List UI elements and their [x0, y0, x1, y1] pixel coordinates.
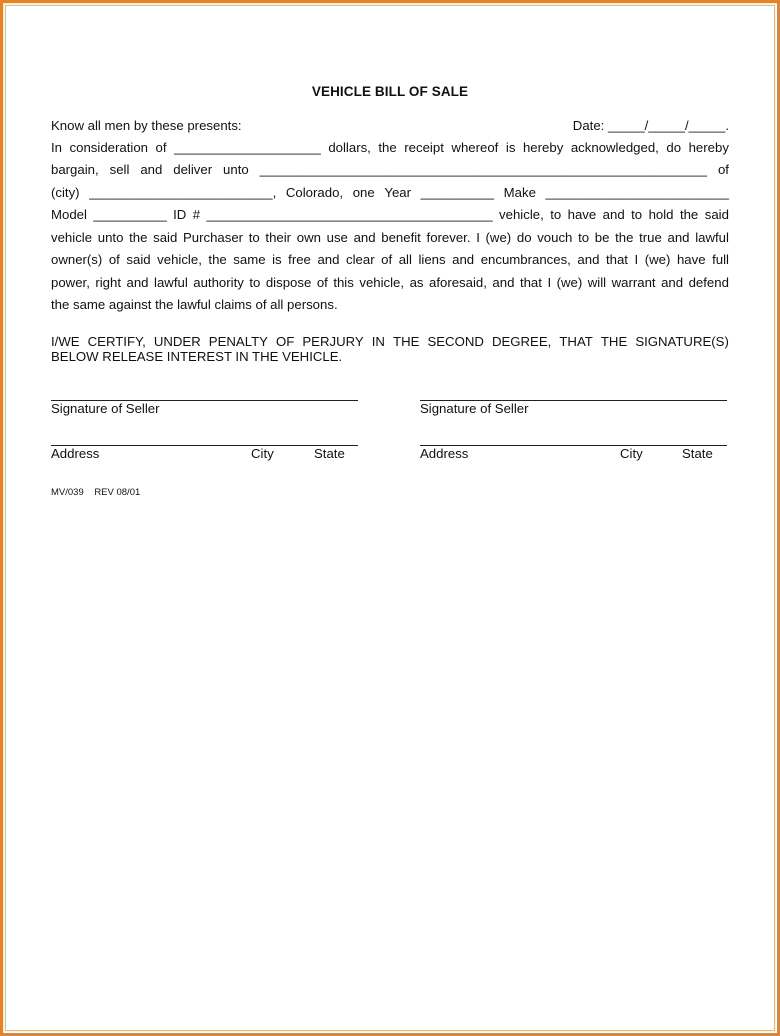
word: I	[547, 275, 552, 290]
word: said	[704, 207, 729, 222]
word: one	[352, 185, 375, 200]
word: OF	[275, 334, 295, 349]
word: SIGNATURE(S)	[635, 334, 729, 349]
word: hold	[648, 207, 674, 222]
date-field[interactable]: Date: _____/_____/_____.	[572, 118, 729, 133]
word[interactable]: _______________________________________	[206, 207, 493, 222]
word: authority	[193, 275, 244, 290]
form-revision: REV 08/01	[94, 487, 141, 498]
word: and	[452, 252, 475, 267]
line-owner	[51, 251, 729, 269]
word: THAT	[559, 334, 593, 349]
word: the	[378, 140, 397, 155]
word: SECOND	[427, 334, 484, 349]
word: and	[126, 275, 149, 290]
word: will	[587, 275, 607, 290]
word: use	[326, 230, 348, 245]
word: (we)	[556, 275, 583, 290]
line-city	[51, 184, 729, 202]
word: benefit	[381, 230, 421, 245]
word: Purchaser	[182, 230, 244, 245]
word: acknowledged,	[570, 140, 659, 155]
word: their	[265, 230, 292, 245]
form-number: MV/039	[51, 487, 84, 498]
word[interactable]: ____________________	[174, 140, 321, 155]
word: defend	[688, 275, 729, 290]
word: THE	[600, 334, 628, 349]
word: and	[492, 275, 515, 290]
word: own	[296, 230, 321, 245]
word: is	[272, 252, 282, 267]
word[interactable]: _________________________,	[89, 185, 277, 200]
word: forever.	[426, 230, 471, 245]
word: and	[577, 252, 600, 267]
word: do	[666, 140, 682, 155]
word: consideration	[69, 140, 148, 155]
word: to	[248, 230, 260, 245]
word: the	[679, 207, 699, 222]
word: owner(s)	[51, 252, 103, 267]
presents-text: Know all men by these presents:	[51, 118, 242, 133]
word: bargain,	[51, 162, 99, 177]
word: #	[192, 207, 201, 222]
word: all	[398, 252, 412, 267]
word: do	[516, 230, 532, 245]
word: CERTIFY,	[87, 334, 146, 349]
word: be	[594, 230, 610, 245]
word: UNDER	[153, 334, 201, 349]
word: to	[631, 207, 643, 222]
certify-line-2: BELOW RELEASE INTEREST IN THE VEHICLE.	[51, 349, 343, 364]
word: vouch	[537, 230, 573, 245]
word: that	[519, 275, 542, 290]
word[interactable]: __________	[93, 207, 167, 222]
certify-statement	[51, 334, 729, 364]
word: Colorado,	[285, 185, 344, 200]
address-label-right: Address	[420, 446, 469, 461]
word: (we)	[485, 230, 512, 245]
word[interactable]: _____________________________________________________________	[259, 162, 708, 177]
word: same	[233, 252, 266, 267]
word: and	[667, 230, 690, 245]
word: (city)	[51, 185, 80, 200]
word: as	[409, 275, 424, 290]
word: I	[634, 252, 639, 267]
line-model	[51, 206, 729, 224]
address-label-left: Address	[51, 446, 100, 461]
line-presents	[51, 117, 729, 135]
word: and	[317, 252, 340, 267]
word: of	[316, 275, 328, 290]
word: In	[51, 140, 62, 155]
word: THE	[393, 334, 420, 349]
word: whereof	[451, 140, 499, 155]
word: said	[153, 230, 178, 245]
word: dollars,	[328, 140, 371, 155]
word: of	[108, 252, 120, 267]
word: have	[567, 207, 597, 222]
word: the	[615, 230, 634, 245]
word: is	[505, 140, 516, 155]
word: have	[676, 252, 706, 267]
word[interactable]: __________	[420, 185, 495, 200]
line-power	[51, 274, 729, 292]
word: said	[126, 252, 151, 267]
word: and	[353, 230, 376, 245]
form-footer	[51, 487, 140, 498]
state-label-left: State	[314, 446, 345, 461]
word: aforesaid,	[429, 275, 487, 290]
word: that	[605, 252, 628, 267]
word: and	[140, 162, 163, 177]
word: right	[95, 275, 122, 290]
word: vehicle,	[499, 207, 544, 222]
word: of	[155, 140, 167, 155]
word: IN	[371, 334, 385, 349]
word: warrant	[611, 275, 656, 290]
word: to	[249, 275, 261, 290]
word: lawful	[695, 230, 729, 245]
word: hereby	[688, 140, 729, 155]
word: true	[639, 230, 662, 245]
word: unto	[97, 230, 124, 245]
word: Make	[503, 185, 536, 200]
word[interactable]: _________________________	[545, 185, 729, 200]
seller-signature-label-right: Signature of Seller	[420, 401, 529, 416]
word: of	[717, 162, 729, 177]
word: ID	[173, 207, 187, 222]
word: DEGREE,	[491, 334, 552, 349]
word: and	[602, 207, 625, 222]
word: lawful	[154, 275, 188, 290]
word: liens	[418, 252, 446, 267]
word: clear	[346, 252, 375, 267]
certify-line-1	[51, 334, 729, 349]
word: Year	[384, 185, 412, 200]
word: the	[208, 252, 227, 267]
city-label-left: City	[251, 446, 274, 461]
line-claims: the same against the lawful claims of all persons.	[51, 297, 338, 312]
word: (we)	[644, 252, 671, 267]
word: PERJURY	[302, 334, 364, 349]
word: and	[661, 275, 684, 290]
line-vehicle	[51, 229, 729, 247]
word: I/WE	[51, 334, 80, 349]
word: encumbrances,	[480, 252, 571, 267]
word: free	[288, 252, 311, 267]
state-label-right: State	[682, 446, 713, 461]
word: PENALTY	[208, 334, 268, 349]
word: the	[129, 230, 148, 245]
word: to	[578, 230, 590, 245]
word: sell	[109, 162, 130, 177]
line-consideration	[51, 139, 729, 157]
word: hereby	[522, 140, 564, 155]
word: unto	[223, 162, 249, 177]
word: vehicle	[51, 230, 93, 245]
seller-signature-label-left: Signature of Seller	[51, 401, 160, 416]
word: vehicle,	[359, 275, 405, 290]
word: receipt	[404, 140, 444, 155]
word: this	[333, 275, 354, 290]
word: I	[476, 230, 480, 245]
word: of	[381, 252, 393, 267]
document-title: VEHICLE BILL OF SALE	[311, 84, 469, 99]
word: dispose	[265, 275, 312, 290]
city-label-right: City	[620, 446, 643, 461]
line-bargain	[51, 161, 729, 179]
word: Model	[51, 207, 87, 222]
word: deliver	[173, 162, 213, 177]
word: power,	[51, 275, 90, 290]
word: vehicle,	[157, 252, 202, 267]
word: full	[712, 252, 729, 267]
word: to	[550, 207, 562, 222]
